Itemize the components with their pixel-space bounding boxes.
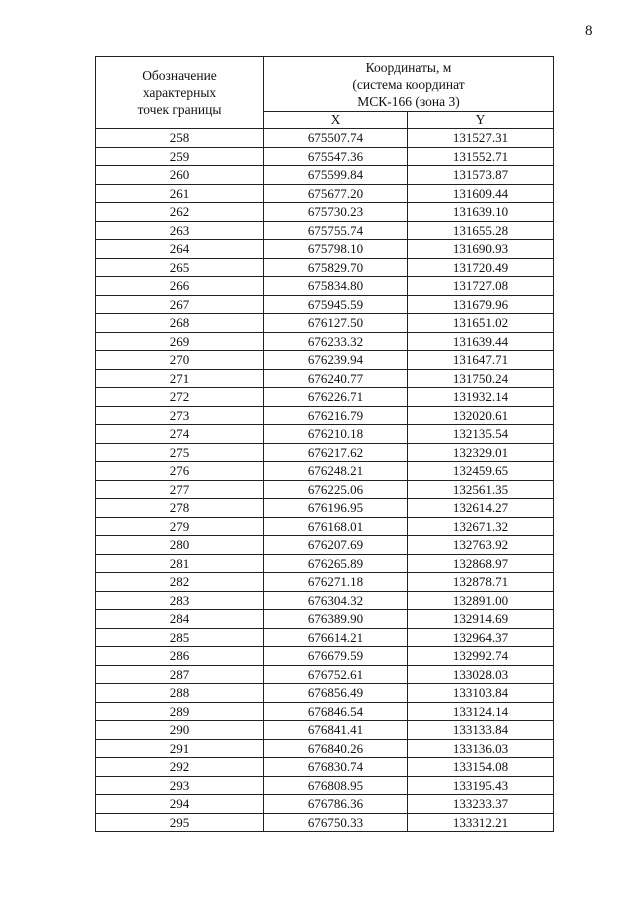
x-coordinate-cell: 676210.18: [264, 425, 408, 444]
point-cell: 269: [96, 332, 264, 351]
table-row: [96, 573, 554, 592]
table-row: [96, 406, 554, 425]
coordinates-column-header: [264, 57, 554, 112]
y-coordinate-cell: 131573.87: [408, 166, 554, 185]
point-cell: 285: [96, 628, 264, 647]
y-coordinate-cell: 131750.24: [408, 369, 554, 388]
x-coordinate-cell: 676248.21: [264, 462, 408, 481]
y-coordinate-cell: 131639.10: [408, 203, 554, 222]
table-row: [96, 610, 554, 629]
point-cell: 283: [96, 591, 264, 610]
table-row: [96, 499, 554, 518]
y-coordinate-cell: 131679.96: [408, 295, 554, 314]
x-coordinate-cell: 676127.50: [264, 314, 408, 333]
x-coordinate-cell: 675599.84: [264, 166, 408, 185]
y-coordinate-cell: 131647.71: [408, 351, 554, 370]
x-coordinate-cell: 676226.71: [264, 388, 408, 407]
x-coordinate-cell: 676389.90: [264, 610, 408, 629]
point-header-line: точек границы: [137, 102, 222, 117]
y-coordinate-cell: 133124.14: [408, 702, 554, 721]
y-coordinate-cell: 132561.35: [408, 480, 554, 499]
x-coordinate-cell: 676841.41: [264, 721, 408, 740]
point-cell: 273: [96, 406, 264, 425]
table-row: [96, 702, 554, 721]
coord-header-line: МСК-166 (зона 3): [357, 93, 460, 109]
table-row: [96, 351, 554, 370]
point-header-line: характерных: [142, 85, 217, 100]
table-row: [96, 369, 554, 388]
point-cell: 268: [96, 314, 264, 333]
x-column-header: X: [264, 112, 408, 129]
point-cell: 277: [96, 480, 264, 499]
x-coordinate-cell: 676271.18: [264, 573, 408, 592]
y-coordinate-cell: 132914.69: [408, 610, 554, 629]
x-coordinate-cell: 676196.95: [264, 499, 408, 518]
table-row: [96, 277, 554, 296]
table-row: [96, 776, 554, 795]
point-cell: 293: [96, 776, 264, 795]
y-coordinate-cell: 131727.08: [408, 277, 554, 296]
y-coordinate-cell: 132135.54: [408, 425, 554, 444]
point-cell: 265: [96, 258, 264, 277]
y-coordinate-cell: 131651.02: [408, 314, 554, 333]
table-row: [96, 221, 554, 240]
y-coordinate-cell: 132992.74: [408, 647, 554, 666]
table-row: [96, 388, 554, 407]
point-cell: 287: [96, 665, 264, 684]
y-coordinate-cell: 132329.01: [408, 443, 554, 462]
point-cell: 280: [96, 536, 264, 555]
table-row: [96, 462, 554, 481]
point-cell: 279: [96, 517, 264, 536]
point-cell: 270: [96, 351, 264, 370]
point-cell: 290: [96, 721, 264, 740]
point-cell: 286: [96, 647, 264, 666]
x-coordinate-cell: 675507.74: [264, 129, 408, 148]
point-cell: 294: [96, 795, 264, 814]
y-coordinate-cell: 132614.27: [408, 499, 554, 518]
x-coordinate-cell: 676216.79: [264, 406, 408, 425]
table-row: [96, 591, 554, 610]
point-cell: 259: [96, 147, 264, 166]
table-row: [96, 332, 554, 351]
table-row: [96, 721, 554, 740]
point-cell: 271: [96, 369, 264, 388]
table-row: [96, 795, 554, 814]
point-header-line: Обозначение: [142, 68, 217, 83]
table-row: [96, 258, 554, 277]
y-coordinate-cell: 132878.71: [408, 573, 554, 592]
point-cell: 264: [96, 240, 264, 259]
x-coordinate-cell: 675829.70: [264, 258, 408, 277]
y-coordinate-cell: 131639.44: [408, 332, 554, 351]
coordinates-table: [95, 56, 554, 832]
table-row: [96, 166, 554, 185]
table-row: [96, 184, 554, 203]
y-coordinate-cell: 131932.14: [408, 388, 554, 407]
point-cell: 266: [96, 277, 264, 296]
y-coordinate-cell: 131609.44: [408, 184, 554, 203]
table-row: [96, 295, 554, 314]
x-coordinate-cell: 675677.20: [264, 184, 408, 203]
x-coordinate-cell: 676808.95: [264, 776, 408, 795]
x-coordinate-cell: 676217.62: [264, 443, 408, 462]
table-row: [96, 314, 554, 333]
table-row: [96, 554, 554, 573]
table-body: [96, 129, 554, 832]
table-row: [96, 758, 554, 777]
point-cell: 281: [96, 554, 264, 573]
y-coordinate-cell: 132763.92: [408, 536, 554, 555]
coord-header-line: Координаты, м: [365, 59, 452, 75]
point-cell: 292: [96, 758, 264, 777]
x-coordinate-cell: 676239.94: [264, 351, 408, 370]
table-row: [96, 240, 554, 259]
y-coordinate-cell: 133103.84: [408, 684, 554, 703]
table-row: [96, 628, 554, 647]
y-coordinate-cell: 132964.37: [408, 628, 554, 647]
x-coordinate-cell: 675834.80: [264, 277, 408, 296]
x-coordinate-cell: 675755.74: [264, 221, 408, 240]
table-row: [96, 813, 554, 832]
table-row: [96, 684, 554, 703]
page-number: 8: [585, 23, 593, 39]
y-coordinate-cell: 131690.93: [408, 240, 554, 259]
x-coordinate-cell: 676856.49: [264, 684, 408, 703]
point-cell: 261: [96, 184, 264, 203]
x-coordinate-cell: 676840.26: [264, 739, 408, 758]
x-coordinate-cell: 676304.32: [264, 591, 408, 610]
y-column-header: Y: [408, 112, 554, 129]
point-column-header: [96, 57, 264, 129]
y-coordinate-cell: 131527.31: [408, 129, 554, 148]
table-row: [96, 147, 554, 166]
point-cell: 258: [96, 129, 264, 148]
y-coordinate-cell: 133233.37: [408, 795, 554, 814]
table-row: [96, 739, 554, 758]
point-cell: 267: [96, 295, 264, 314]
x-coordinate-cell: 676233.32: [264, 332, 408, 351]
x-coordinate-cell: 676614.21: [264, 628, 408, 647]
y-coordinate-cell: 132868.97: [408, 554, 554, 573]
y-coordinate-cell: 133312.21: [408, 813, 554, 832]
x-coordinate-cell: 676786.36: [264, 795, 408, 814]
y-coordinate-cell: 132459.65: [408, 462, 554, 481]
x-coordinate-cell: 676207.69: [264, 536, 408, 555]
x-coordinate-cell: 675730.23: [264, 203, 408, 222]
y-coordinate-cell: 133195.43: [408, 776, 554, 795]
y-coordinate-cell: 133133.84: [408, 721, 554, 740]
y-coordinate-cell: 131655.28: [408, 221, 554, 240]
y-coordinate-cell: 132020.61: [408, 406, 554, 425]
x-coordinate-cell: 676265.89: [264, 554, 408, 573]
table-row: [96, 647, 554, 666]
table-row: [96, 203, 554, 222]
point-cell: 291: [96, 739, 264, 758]
x-coordinate-cell: 676679.59: [264, 647, 408, 666]
y-coordinate-cell: 131552.71: [408, 147, 554, 166]
table-row: [96, 425, 554, 444]
x-coordinate-cell: 676846.54: [264, 702, 408, 721]
point-cell: 272: [96, 388, 264, 407]
x-coordinate-cell: 676752.61: [264, 665, 408, 684]
table-row: [96, 665, 554, 684]
table-header-row: [96, 57, 554, 112]
x-coordinate-cell: 675798.10: [264, 240, 408, 259]
point-cell: 262: [96, 203, 264, 222]
point-cell: 263: [96, 221, 264, 240]
x-coordinate-cell: 675547.36: [264, 147, 408, 166]
x-coordinate-cell: 676168.01: [264, 517, 408, 536]
point-cell: 284: [96, 610, 264, 629]
point-cell: 278: [96, 499, 264, 518]
x-coordinate-cell: 676830.74: [264, 758, 408, 777]
table-row: [96, 443, 554, 462]
point-cell: 288: [96, 684, 264, 703]
x-coordinate-cell: 676240.77: [264, 369, 408, 388]
table-row: [96, 480, 554, 499]
table-row: [96, 129, 554, 148]
y-coordinate-cell: 132891.00: [408, 591, 554, 610]
point-cell: 260: [96, 166, 264, 185]
point-cell: 275: [96, 443, 264, 462]
x-coordinate-cell: 675945.59: [264, 295, 408, 314]
x-coordinate-cell: 676750.33: [264, 813, 408, 832]
y-coordinate-cell: 133136.03: [408, 739, 554, 758]
table-row: [96, 536, 554, 555]
point-cell: 276: [96, 462, 264, 481]
y-coordinate-cell: 133028.03: [408, 665, 554, 684]
table-row: [96, 517, 554, 536]
coord-header-line: (система координат: [352, 76, 465, 92]
point-cell: 274: [96, 425, 264, 444]
point-cell: 289: [96, 702, 264, 721]
y-coordinate-cell: 132671.32: [408, 517, 554, 536]
point-cell: 282: [96, 573, 264, 592]
x-coordinate-cell: 676225.06: [264, 480, 408, 499]
point-cell: 295: [96, 813, 264, 832]
y-coordinate-cell: 131720.49: [408, 258, 554, 277]
y-coordinate-cell: 133154.08: [408, 758, 554, 777]
